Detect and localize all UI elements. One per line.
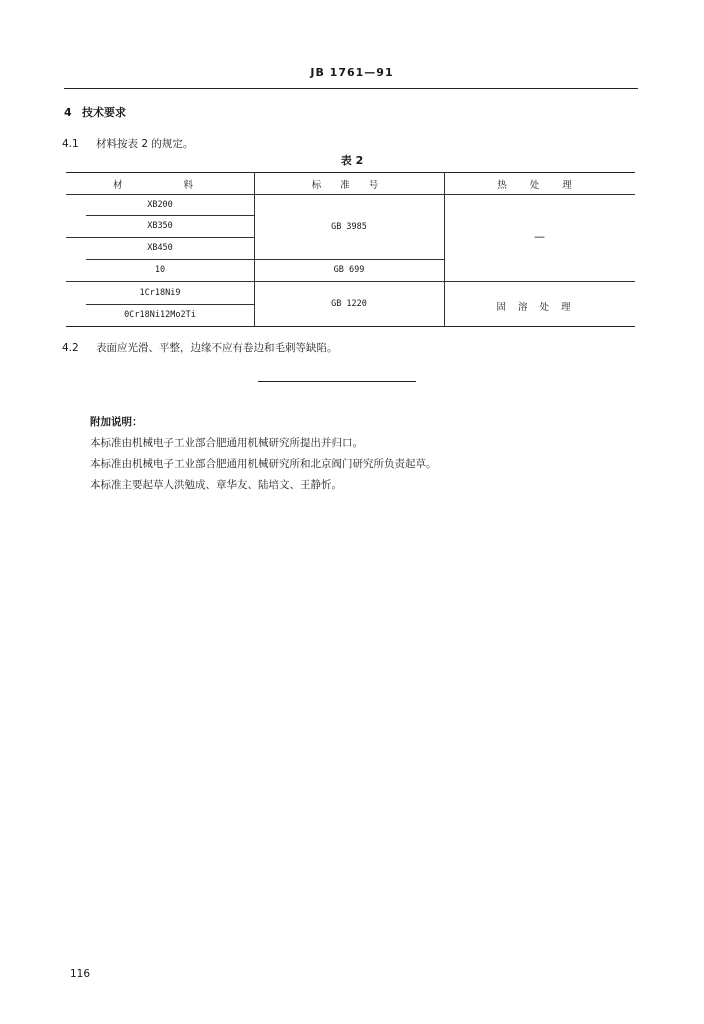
heat-treatment-cell: 固溶处理 xyxy=(496,302,583,313)
clause-number: 4.2 xyxy=(62,342,79,354)
material-cell: 0Cr18Ni12Mo2Ti xyxy=(124,310,196,320)
clause-text: 表面应光滑、平整，边缘不应有卷边和毛刺等缺陷。 xyxy=(96,342,338,354)
section-title: 技术要求 xyxy=(82,106,126,119)
section-heading xyxy=(64,104,126,120)
material-cell: XB200 xyxy=(147,200,173,210)
clause-number: 4.1 xyxy=(62,138,79,150)
material-cell: XB450 xyxy=(147,243,173,253)
document-code: JB 1761—91 xyxy=(310,66,394,79)
notes-line: 本标准由机械电子工业部合肥通用机械研究所提出并归口。 xyxy=(90,437,363,449)
additional-notes xyxy=(90,412,437,496)
header-material: 材 料 xyxy=(112,180,207,191)
end-separator xyxy=(258,381,416,382)
notes-title: 附加说明： xyxy=(90,416,143,428)
table-header-rule xyxy=(66,194,635,195)
table-row-rule xyxy=(66,237,254,238)
clause-text: 材料按表 2 的规定。 xyxy=(96,138,194,150)
table-row-rule xyxy=(86,304,254,305)
standard-cell: GB 1220 xyxy=(331,299,367,309)
page-number: 116 xyxy=(70,968,91,980)
table-row-rule xyxy=(66,281,635,282)
header-heat-treatment: 热 处 理 xyxy=(497,180,582,191)
table-row-rule xyxy=(254,259,444,260)
clause-4-1 xyxy=(62,136,193,151)
table-caption: 表 2 xyxy=(340,154,364,167)
table-bottom-rule xyxy=(66,326,635,327)
table-row-rule xyxy=(86,259,254,260)
table-top-rule xyxy=(66,172,635,173)
section-number: 4 xyxy=(64,106,72,119)
notes-line: 本标准主要起草人洪勉成、章华友、陆培文、王静忻。 xyxy=(90,479,342,491)
heat-treatment-cell: — xyxy=(534,230,545,243)
header-rule xyxy=(64,88,638,89)
standard-cell: GB 3985 xyxy=(331,222,367,232)
header-standard: 标 准 号 xyxy=(311,180,387,191)
material-cell: 1Cr18Ni9 xyxy=(139,288,181,298)
material-cell: 10 xyxy=(154,265,166,275)
clause-4-2 xyxy=(62,340,338,355)
materials-table xyxy=(66,172,635,327)
standard-cell: GB 699 xyxy=(333,265,365,275)
material-cell: XB350 xyxy=(147,221,173,231)
table-row-rule xyxy=(86,215,254,216)
notes-line: 本标准由机械电子工业部合肥通用机械研究所和北京阀门研究所负责起草。 xyxy=(90,458,437,470)
